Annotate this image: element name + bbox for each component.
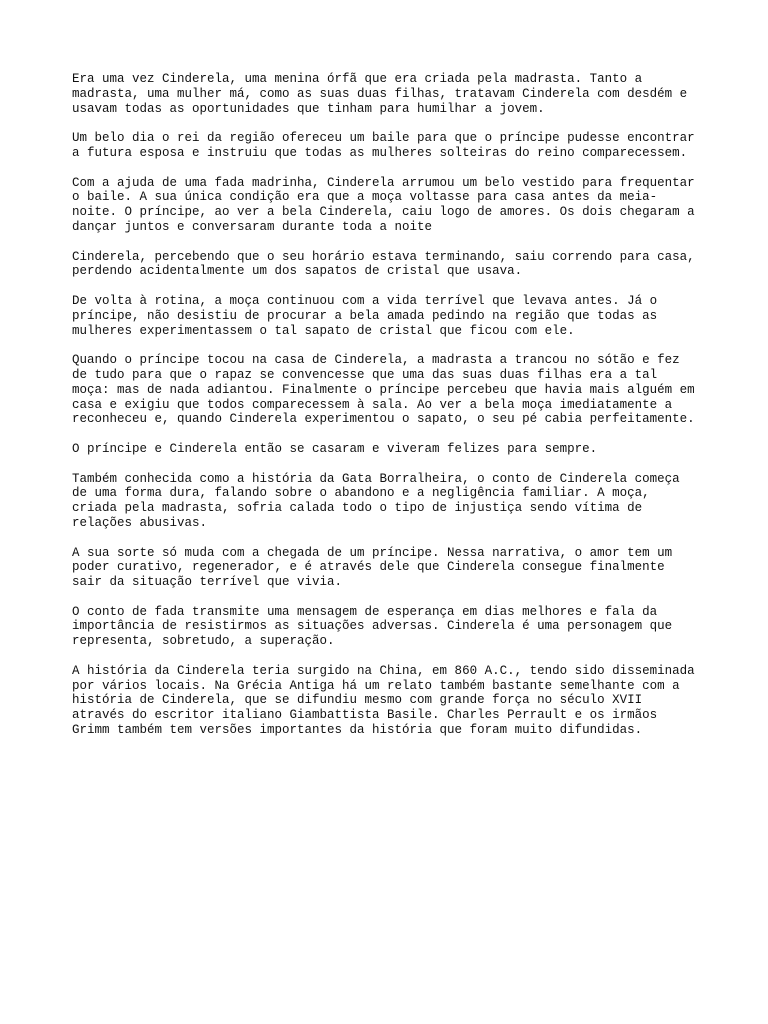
paragraph-line: a futura esposa e instruiu que todas as mulheres solteiras do reino comparecessem. — [72, 145, 688, 160]
paragraph-line: criada pela madrasta, sofria calada todo o tipo de injustiça sendo vítima de — [72, 501, 643, 516]
paragraph-line: Grimm também tem versões importantes da história que foram muito difundidas. — [72, 723, 643, 738]
paragraph-4 — [72, 250, 702, 280]
paragraph-line: perdendo acidentalmente um dos sapatos de cristal que usava. — [72, 264, 523, 279]
paragraph-line: Quando o príncipe tocou na casa de Cinderela, a madrasta a trancou no sótão e fez — [72, 353, 680, 368]
paragraph-line: A sua sorte só muda com a chegada de um príncipe. Nessa narrativa, o amor tem um — [72, 545, 673, 560]
paragraph-6 — [72, 353, 702, 427]
paragraph-line: moça: mas de nada adiantou. Finalmente o príncipe percebeu que havia mais alguém em — [72, 382, 695, 397]
paragraph-line: sair da situação terrível que vivia. — [72, 575, 343, 590]
paragraph-line: O conto de fada transmite uma mensagem de esperança em dias melhores e fala da — [72, 604, 658, 619]
paragraph-line: o baile. A sua única condição era que a moça voltasse para casa antes da meia- — [72, 190, 658, 205]
paragraph-line: Era uma vez Cinderela, uma menina órfã que era criada pela madrasta. Tanto a — [72, 72, 643, 86]
paragraph-line: Cinderela, percebendo que o seu horário estava terminando, saiu correndo para casa, — [72, 249, 695, 264]
paragraph-5 — [72, 294, 702, 338]
paragraph-2 — [72, 131, 702, 161]
paragraph-9 — [72, 546, 702, 590]
paragraph-line: poder curativo, regenerador, e é através dele que Cinderela consegue finalmente — [72, 560, 665, 575]
paragraph-11 — [72, 664, 702, 738]
paragraph-7 — [72, 442, 702, 457]
paragraph-line: reconheceu e, quando Cinderela experimentou o sapato, o seu pé cabia perfeitamente. — [72, 412, 695, 427]
paragraph-line: Também conhecida como a história da Gata Borralheira, o conto de Cinderela começa — [72, 471, 680, 486]
paragraph-line: madrasta, uma mulher má, como as suas duas filhas, tratavam Cinderela com desdém e — [72, 86, 688, 101]
paragraph-line: mulheres experimentassem o tal sapato de cristal que ficou com ele. — [72, 323, 575, 338]
paragraph-line: dançar juntos e conversaram durante toda a noite — [72, 219, 433, 234]
paragraph-line: através do escritor italiano Giambattista Basile. Charles Perrault e os irmãos — [72, 708, 658, 723]
paragraph-line: usavam todas as oportunidades que tinham para humilhar a jovem. — [72, 101, 545, 116]
paragraph-1 — [72, 72, 702, 116]
paragraph-line: A história da Cinderela teria surgido na China, em 860 A.C., tendo sido disseminada — [72, 663, 695, 678]
paragraph-line: de uma forma dura, falando sobre o abandono e a negligência familiar. A moça, — [72, 486, 650, 501]
paragraph-line: casa e exigiu que todos comparecessem à sala. Ao ver a bela moça imediatamente a — [72, 397, 673, 412]
paragraph-line: príncipe, não desistiu de procurar a bela amada pedindo na região que todas as — [72, 308, 658, 323]
paragraph-line: O príncipe e Cinderela então se casaram e viveram felizes para sempre. — [72, 441, 598, 456]
paragraph-line: por vários locais. Na Grécia Antiga há um relato também bastante semelhante com a — [72, 678, 680, 693]
paragraph-line: De volta à rotina, a moça continuou com a vida terrível que levava antes. Já o — [72, 293, 658, 308]
paragraph-8 — [72, 472, 702, 531]
paragraph-line: história de Cinderela, que se difundiu mesmo com grande força no século XVII — [72, 693, 643, 708]
paragraph-line: representa, sobretudo, a superação. — [72, 634, 335, 649]
paragraph-line: de tudo para que o rapaz se convencesse que uma das suas duas filhas era a tal — [72, 367, 658, 382]
paragraph-line: noite. O príncipe, ao ver a bela Cinderela, caiu logo de amores. Os dois chegaram a — [72, 205, 695, 220]
paragraph-line: Um belo dia o rei da região ofereceu um baile para que o príncipe pudesse encontrar — [72, 131, 695, 146]
paragraph-10 — [72, 605, 702, 649]
paragraph-3 — [72, 176, 702, 235]
paragraph-line: relações abusivas. — [72, 515, 208, 530]
document-body — [72, 72, 702, 753]
paragraph-line: Com a ajuda de uma fada madrinha, Cinderela arrumou um belo vestido para frequentar — [72, 175, 695, 190]
paragraph-line: importância de resistirmos as situações adversas. Cinderela é uma personagem que — [72, 619, 673, 634]
